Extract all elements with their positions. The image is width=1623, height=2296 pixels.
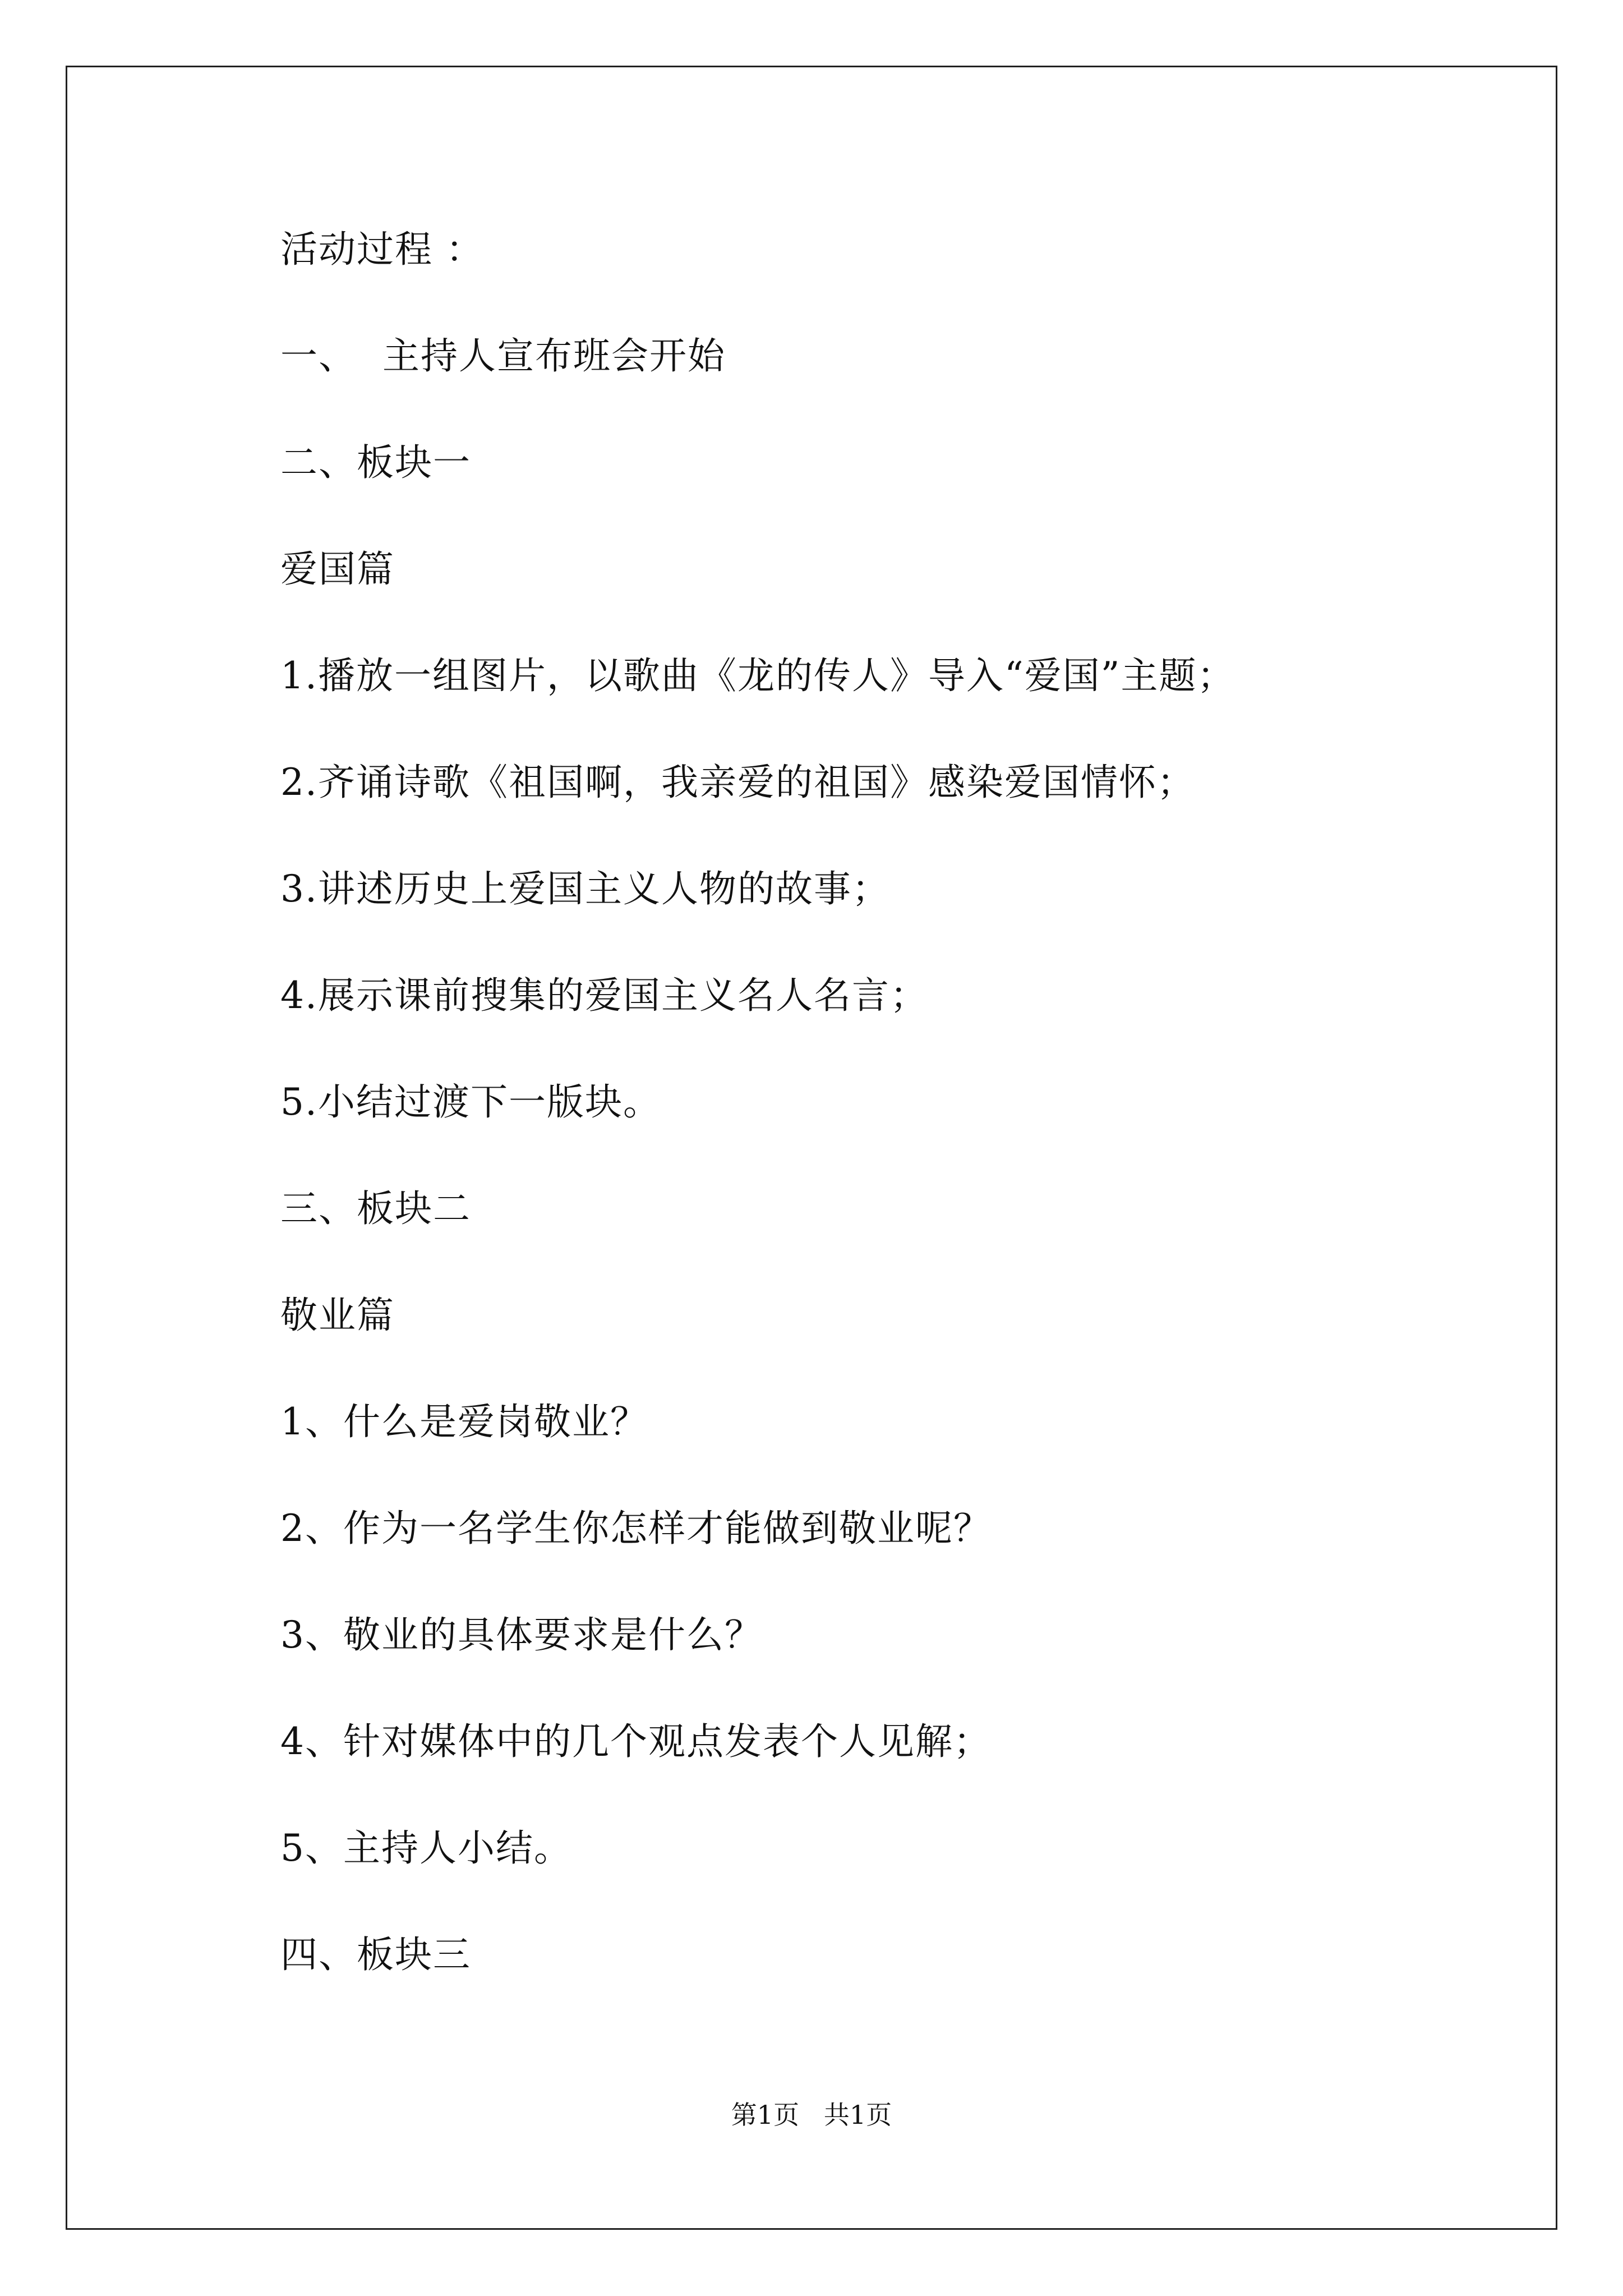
list-item: 2、作为一名学生你怎样才能做到敬业呢？ xyxy=(280,1507,992,1550)
subsection-title: 敬业篇 xyxy=(280,1294,395,1337)
subsection-title: 爱国篇 xyxy=(280,547,395,591)
list-item: 4.展示课前搜集的爱国主义名人名言； xyxy=(280,974,928,1017)
page-number-footer: 第1页 共1页 xyxy=(731,2100,892,2130)
list-item: 1.播放一组图片，以歌曲《龙的传人》导入“爱国”主题； xyxy=(280,654,1235,697)
document-body xyxy=(280,222,1486,2033)
list-item: 1、什么是爱岗敬业？ xyxy=(280,1400,648,1443)
section-heading: 二、板块一 xyxy=(280,441,471,484)
list-item: 3.讲述历史上爱国主义人物的故事； xyxy=(280,867,890,910)
list-item: 5、主持人小结。 xyxy=(280,1826,572,1870)
list-item: 5.小结过渡下一版块。 xyxy=(280,1080,661,1124)
list-item: 4、针对媒体中的几个观点发表个人见解； xyxy=(280,1720,992,1763)
list-item: 一、 主持人宣布班会开始 xyxy=(280,334,726,378)
section-heading: 四、板块三 xyxy=(280,1933,471,1976)
section-heading: 三、板块二 xyxy=(280,1187,471,1230)
section-title: 活动过程 ： xyxy=(280,228,484,271)
list-item: 2.齐诵诗歌《祖国啊，我亲爱的祖国》感染爱国情怀； xyxy=(280,761,1195,804)
list-item: 3、敬业的具体要求是什么？ xyxy=(280,1613,763,1657)
